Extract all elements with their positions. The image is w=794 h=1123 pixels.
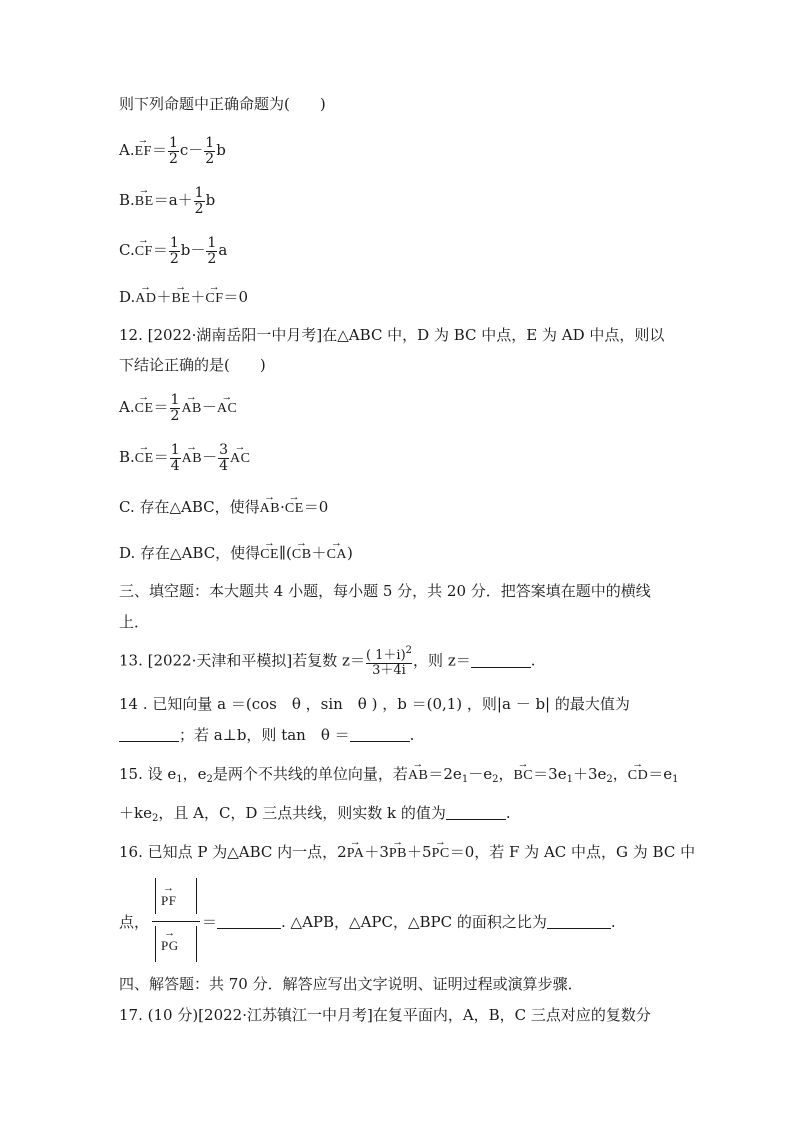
answer-blank[interactable]: [350, 729, 410, 742]
vector-pa: → PA: [347, 847, 365, 861]
vector-pf: → PF: [161, 893, 176, 909]
question-17: 17. (10 分)[2022·江苏镇江一中月考]在复平面内，A，B，C 三点对应的复数分: [119, 1006, 651, 1024]
abs-bar-right: [196, 926, 197, 962]
fraction: $\frac{1}{2}$: [168, 135, 178, 167]
fraction: $\frac{1}{4}$: [170, 442, 180, 474]
option-a: A.→ CE＝ $\frac{1}{2}$ → AB－→ AC: [119, 393, 237, 423]
vector-be: → BE: [135, 195, 154, 209]
fraction: $\frac{1}{2}$: [170, 392, 180, 424]
vector-ef: → EF: [135, 145, 152, 159]
abs-bar-right: [196, 878, 197, 914]
fraction: $\frac{3}{4}$: [219, 442, 229, 474]
answer-blank[interactable]: [119, 729, 179, 742]
vector-ab: → AB: [181, 402, 201, 416]
question-15-line2: $+ke_2$，且 A，C，D 三点共线，则实数 k 的值为 .: [119, 804, 511, 824]
answer-blank[interactable]: [446, 807, 506, 820]
option-c: C.→ CF＝ $\frac{1}{2}$ b－ $\frac{1}{2}$ a: [119, 236, 227, 266]
question-12-line1: 12. [2022·湖南岳阳一中月考]在△ABC 中，D 为 BC 中点，E 为 AD 中点，则以: [119, 326, 665, 344]
vector-ab: → AB: [260, 502, 280, 516]
section-heading-cont: 上．: [119, 613, 150, 631]
vector-ac: → AC: [217, 402, 237, 416]
fraction: $\frac{( 1+i)^2}{3+4i}$: [365, 645, 413, 678]
vector-ce: → CE: [285, 502, 304, 516]
option-b: B.→ CE＝ $\frac{1}{4}$ → AB－ $\frac{3}{4}$ → AC: [119, 443, 250, 473]
vector-ad: → AD: [135, 292, 156, 306]
vector-ca: → CA: [327, 548, 347, 562]
question-12-line2: 下结论正确的是( ): [119, 356, 266, 374]
answer-blank[interactable]: [471, 655, 531, 668]
option-b: B.→ BE＝a＋ $\frac{1}{2}$ b: [119, 186, 215, 216]
fraction: $\frac{1}{2}$: [207, 235, 217, 267]
option-c: C. 存在△ABC，使得→ AB·→ CE＝0: [119, 500, 328, 516]
fraction-line: [152, 921, 200, 922]
section-heading: 四、解答题：共 70 分．解答应写出文字说明、证明过程或演算步骤．: [119, 975, 583, 993]
vector-pc: → PC: [432, 847, 450, 861]
option-a: A.→ EF＝ $\frac{1}{2}$ c－ $\frac{1}{2}$ b: [119, 136, 226, 166]
abs-bar-left: [155, 926, 156, 962]
option-d: D. 存在△ABC，使得→ CE∥(→ CB＋→ CA): [119, 546, 353, 562]
vector-be: → BE: [172, 292, 191, 306]
question-16-line2: ＝ . △APB，△APC，△BPC 的面积之比为 .: [202, 913, 616, 931]
question-14-line1: 14 . 已知向量 a ＝(cos θ ，sin θ ) ，b ＝(0,1) ，则|a － b| 的最大值为: [119, 695, 630, 713]
question-stem: 则下列命题中正确命题为( ): [119, 95, 326, 113]
fraction: $\frac{1}{2}$: [194, 185, 204, 217]
abs-bar-left: [155, 878, 156, 914]
vector-cb: → CB: [292, 548, 312, 562]
fraction: $\frac{1}{2}$: [205, 135, 215, 167]
question-14-line2: ；若 a⊥b，则 tan θ ＝ .: [119, 728, 414, 743]
vector-ac: → AC: [230, 452, 250, 466]
fraction: $\frac{1}{2}$: [169, 235, 179, 267]
vector-ab: → AB: [408, 769, 428, 783]
section-heading: 三、填空题：本大题共 4 小题，每小题 5 分，共 20 分．把答案填在题中的横线: [119, 582, 651, 600]
vector-ce: → CE: [135, 452, 154, 466]
question-16-line1: 16. 已知点 P 为△ABC 内一点，2→ PA＋3→ PB＋5→ PC＝0，若 F 为 AC 中点，G 为 BC 中: [119, 845, 695, 861]
vector-ab: → AB: [182, 452, 202, 466]
vector-cf: → CF: [205, 292, 223, 306]
vector-ce: → CE: [260, 548, 279, 562]
vector-cf: → CF: [135, 245, 153, 259]
option-d: D.→ AD＋→ BE＋→ CF＝0: [119, 290, 248, 306]
vector-pg: → PG: [161, 938, 179, 954]
question-15-line1: 15. 设 $e_1$，$e_2$是两个不共线的单位向量，若→ $AB=2e_1-e_2$，→ $BC=3e_1+3e_2$，→ $CD=e_1$: [119, 767, 678, 785]
vector-bc: → BC: [513, 769, 533, 783]
question-13: 13. [2022·天津和平模拟]若复数 z＝ $\frac{( 1+i)^2}{3+4i}$ ，则 z＝ .: [119, 645, 536, 678]
vector-ce: → CE: [135, 402, 154, 416]
vector-pb: → PB: [389, 847, 407, 861]
question-16-dian: 点，: [119, 913, 150, 931]
answer-blank[interactable]: [217, 916, 281, 929]
vector-cd: → CD: [628, 769, 648, 783]
answer-blank[interactable]: [547, 916, 611, 929]
